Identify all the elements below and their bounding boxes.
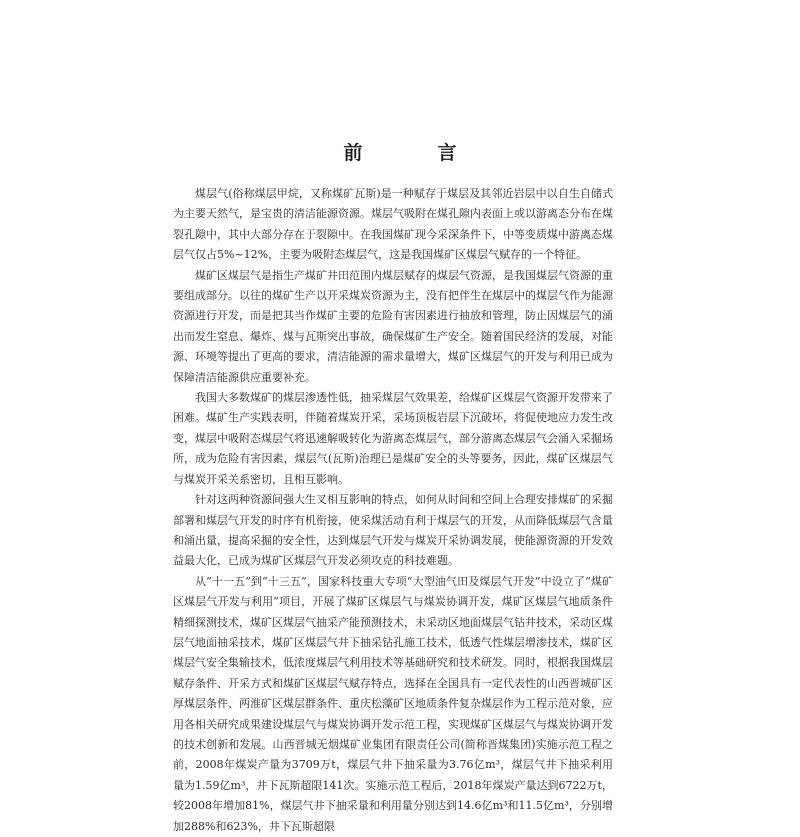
paragraph: 煤矿区煤层气是指生产煤矿井田范围内煤层赋存的煤层气资源，是我国煤层气资源的重要组成部分。以往的煤矿生产以开采煤炭资源为主，没有把伴生在煤层中的煤层气作为能源资源进行开发，而是把其当作煤矿主要的危险有害因素进行抽放和管理，防止因煤层气的涌出而发生窒息、爆炸、煤与瓦斯突出事故，确保煤矿生产安全。随着国民经济的发展，对能源、环境等提出了更高的要求，清洁能源的需求量增大，煤矿区煤层气的开发与利用已成为保障清洁能源供应重要补充。: [173, 268, 613, 384]
page-title: 前 言: [343, 142, 485, 164]
paragraph: 煤层气(俗称煤层甲烷，又称煤矿瓦斯)是一种赋存于煤层及其邻近岩层中以自生自储式为主要天然气，是宝贵的清洁能源资源。煤层气吸附在煤孔隙内表面上或以游离态分布在煤裂孔隙中，其中大部分存在于裂隙中。在我国煤矿现今采深条件下，中等变质煤中游离态煤层气仅占5%~12%，主要为吸附态煤层气，这是我国煤矿区煤层气赋存的一个特征。: [173, 187, 613, 262]
body-text: [173, 184, 613, 837]
paragraph: 从“十一五”到“十三五”，国家科技重大专项“大型油气田及煤层气开发”中设立了“煤矿区煤层气开发与利用”项目，开展了煤矿区煤层气与煤炭协调开发，煤矿区煤层气地质条件精细探测技术，煤矿区煤层气抽采产能预测技术，未采动区地面煤层气钻井技术，采动区煤层气地面抽采技术，煤矿区煤层气井下抽采钻孔施工技术，低透气性煤层增渗技术，煤矿区煤层气安全集输技术，低浓度煤层气利用技术等基础研究和技术研发。同时，根据我国煤层赋存条件、开采方式和煤矿区煤层气赋存特点，选择在全国具有一定代表性的山西晋城矿区厚煤层条件、两淮矿区煤层群条件、重庆松藻矿区地质条件复杂煤层作为工程示范对象，应用各相关研究成果建设煤层气与煤炭协调开发示范工程，实现煤矿区煤层气与煤炭协调开发的技术创新和发展。山西晋城无烟煤矿业集团有限责任公司(简称晋煤集团)实施示范工程之前，2008年煤炭产量为3709万t，煤层气井下抽采量为3.76亿m³，煤层气井下抽采利用量为1.59亿m³，井下瓦斯超限141次。实施示范工程后，2018年煤炭产量达到6722万t，较2008年增加81%，煤层气井下抽采量和利用量分别达到14.6亿m³和11.5亿m³，分别增加288%和623%，井下瓦斯超限: [173, 574, 613, 833]
paragraph: 针对这两种资源间强大生叉相互影响的特点，如何从时间和空间上合理安排煤矿的采掘部署和煤层气开发的时序有机衔接，使采煤活动有利于煤层气的开发，从而降低煤层气含量和涌出量，提高采掘的安全性，达到煤层气开发与煤炭开采协调发展，使能源资源的开发效益最大化，已成为煤矿区煤层气开发必须攻克的科技难题。: [173, 493, 613, 568]
paragraph: 我国大多数煤矿的煤层渗透性低，抽采煤层气效果差，给煤矿区煤层气资源开发带来了困难。煤矿生产实践表明，伴随着煤炭开采，采场顶板岩层下沉破坏，将促使地应力发生改变，煤层中吸附态煤层气将迅速解吸转化为游离态煤层气，部分游离态煤层气会涌入采掘场所，成为危险有害因素，煤层气(瓦斯)治理已是煤矿安全的头等要务，因此，煤矿区煤层气与煤炭开采关系密切，且相互影响。: [173, 391, 613, 486]
